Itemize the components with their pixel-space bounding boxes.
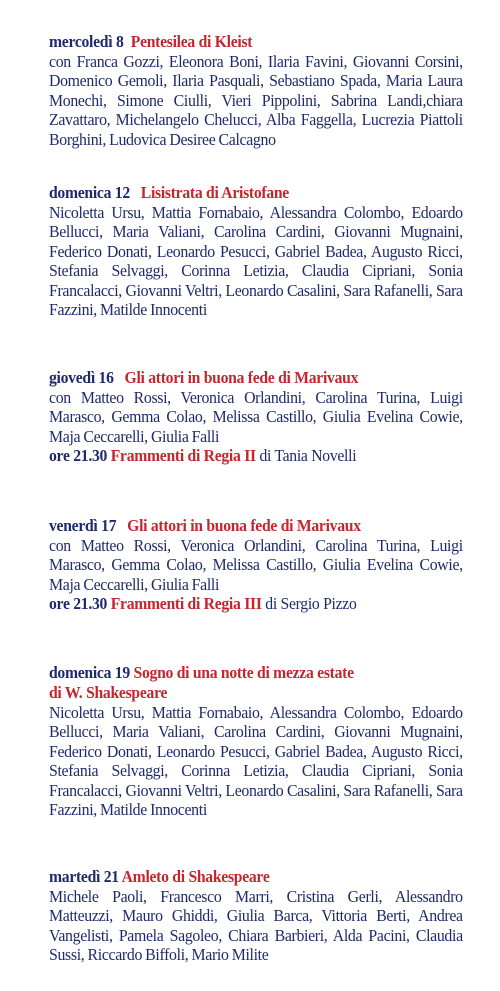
event-cast: con Franca Gozzi, Eleonora Boni, Ilaria Favini, Giovanni Corsini, Domenico Gemoli, Ilaria Pasquali, Sebastiano Spada, Maria Laura Monechi, Simone Ciulli, Vieri Pippolini, Sabrina Landi,chiara Zavattaro, Michelangelo Chelucci, Alba Faggella, Lucrezia Piattoli Borghini, Ludovica Desiree Calcagno xyxy=(49,52,463,149)
event-title: Gli attori in buona fede di Marivaux xyxy=(124,368,359,387)
event-heading xyxy=(49,32,442,52)
event-date: domenica 12 xyxy=(49,183,130,202)
event-heading xyxy=(49,368,442,388)
event-cast: Michele Paoli, Francesco Marri, Cristina Gerli, Alessandro Matteuzzi, Mauro Ghiddi, Giulia Barca, Vittoria Berti, Andrea Vangelisti, Pamela Sagoleo, Chiara Barbieri, Alda Pacini, Claudia Sussi, Riccardo Biffoli, Mario Milite xyxy=(49,887,463,965)
extra-author: di Sergio Pizzo xyxy=(265,594,357,614)
event-venerdi-17 xyxy=(49,516,463,614)
event-title: Gli attori in buona fede di Marivaux xyxy=(127,516,361,535)
extra-time: ore 21.30 xyxy=(49,594,108,614)
event-extra xyxy=(49,594,442,614)
extra-time: ore 21.30 xyxy=(49,446,108,466)
event-mercoledi-8 xyxy=(49,32,463,149)
event-heading xyxy=(49,663,442,683)
event-heading xyxy=(49,516,442,536)
event-cast: con Matteo Rossi, Veronica Orlandini, Carolina Turina, Luigi Marasco, Gemma Colao, Melissa Castillo, Giulia Evelina Cowie, Maja Ceccarelli, Giulia Falli xyxy=(49,388,463,446)
event-title: Lisistrata di Aristofane xyxy=(140,183,289,202)
event-title: Pentesilea di Kleist xyxy=(130,32,253,51)
event-martedi-21 xyxy=(49,867,463,965)
event-cast: Nicoletta Ursu, Mattia Fornabaio, Alessandra Colombo, Edoardo Bellucci, Maria Valiani, Carolina Cardini, Giovanni Mugnaini, Federico Donati, Leonardo Pesucci, Gabriel Badea, Augusto Ricci, Stefania Selvaggi, Corinna Letizia, Claudia Cipriani, Sonia Francalacci, Giovanni Veltri, Leonardo Casalini, Sara Rafanelli, Sara Fazzini, Matilde Innocenti xyxy=(49,203,463,320)
event-extra xyxy=(49,446,442,466)
extra-author: di Tania Novelli xyxy=(259,446,357,466)
extra-title: Frammenti di Regia III xyxy=(110,594,262,614)
event-date: giovedì 16 xyxy=(49,368,114,387)
event-domenica-19 xyxy=(49,663,463,819)
event-date: martedì 21 xyxy=(49,867,119,886)
event-cast: Nicoletta Ursu, Mattia Fornabaio, Alessandra Colombo, Edoardo Bellucci, Maria Valiani, Carolina Cardini, Giovanni Mugnaini, Federico Donati, Leonardo Pesucci, Gabriel Badea, Augusto Ricci, Stefania Selvaggi, Corinna Letizia, Claudia Cipriani, Sonia Francalacci, Giovanni Veltri, Leonardo Casalini, Sara Rafanelli, Sara Fazzini, Matilde Innocenti xyxy=(49,703,463,820)
event-heading xyxy=(49,183,442,203)
event-title: Sogno di una notte di mezza estate xyxy=(133,663,354,682)
event-giovedi-16 xyxy=(49,368,463,466)
event-heading xyxy=(49,867,442,887)
extra-title: Frammenti di Regia II xyxy=(110,446,256,466)
event-date: domenica 19 xyxy=(49,663,130,682)
event-date: mercoledì 8 xyxy=(49,32,124,51)
event-domenica-12 xyxy=(49,183,463,319)
event-cast: con Matteo Rossi, Veronica Orlandini, Carolina Turina, Luigi Marasco, Gemma Colao, Melissa Castillo, Giulia Evelina Cowie, Maja Ceccarelli, Giulia Falli xyxy=(49,536,463,594)
event-title: Amleto di Shakespeare xyxy=(121,867,270,886)
event-date: venerdì 17 xyxy=(49,516,117,535)
event-heading-line2 xyxy=(49,683,442,703)
event-title-line2: di W. Shakespeare xyxy=(49,683,168,702)
